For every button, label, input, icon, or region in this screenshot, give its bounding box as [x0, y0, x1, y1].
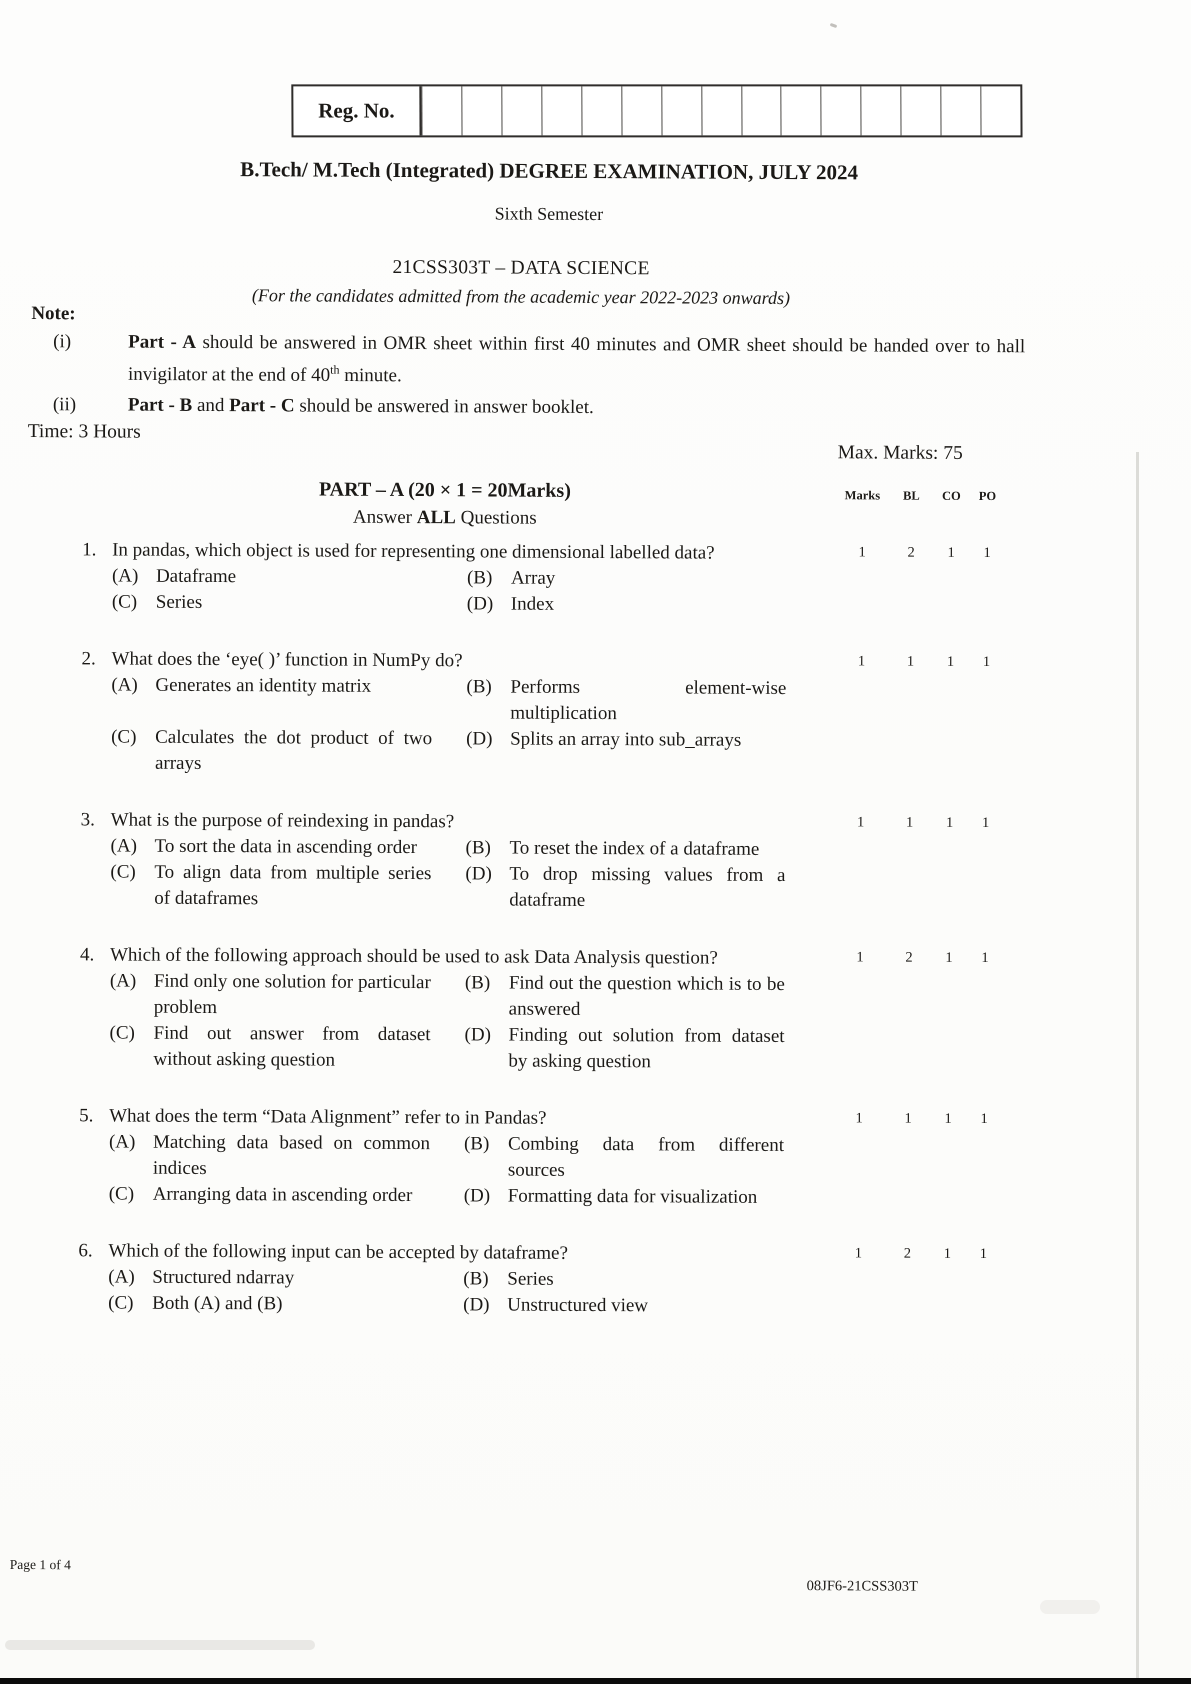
option-b: (B) Find out the question which is to be answered [464, 972, 785, 1020]
question-number: 3. [80, 809, 96, 831]
options [108, 1264, 808, 1320]
reg-no-cell [701, 86, 741, 135]
question-marks-row [831, 1107, 1001, 1128]
option-b: (B) Performs element-wise multiplication [466, 676, 787, 725]
semester: Sixth Semester [494, 203, 604, 225]
paper-code: 08JF6-21CSS303T [806, 1578, 918, 1595]
reg-no-cell [781, 86, 821, 135]
questions-list [78, 537, 1022, 1352]
options [111, 672, 812, 780]
reg-no-cell [421, 86, 461, 135]
question-3 [80, 807, 1021, 916]
question-marks-row [832, 946, 1002, 967]
column-po: PO [978, 489, 997, 504]
options [109, 968, 810, 1076]
question-text: What does the term “Data Alignment” refer to in Pandas? [109, 1105, 547, 1129]
options [109, 1129, 809, 1211]
question-marks-row [834, 541, 1004, 562]
co-value: 1 [945, 949, 953, 966]
marks-value: 1 [857, 653, 866, 670]
reg-no-table [291, 84, 1022, 137]
admission-note: (For the candidates admitted from the academic year 2022-2023 onwards) [251, 285, 791, 309]
option-c: (C) Series [111, 591, 203, 613]
reg-no-cell [901, 86, 941, 135]
question-4 [79, 942, 1020, 1077]
option-b: (B) Array [466, 567, 556, 589]
page-number: Page 1 of 4 [9, 1556, 71, 1573]
question-marks-row [833, 811, 1003, 832]
question-number: 6. [78, 1240, 93, 1262]
co-value: 1 [943, 1245, 952, 1262]
time-allowed: Time: 3 Hours [27, 421, 141, 443]
reg-no-cell [741, 86, 781, 135]
option-a: (A) Dataframe [111, 565, 237, 588]
question-2 [81, 646, 1022, 781]
note-label: Note: [31, 303, 76, 325]
option-a: (A) Structured ndarray [108, 1266, 295, 1289]
bl-value: 2 [905, 949, 913, 966]
reg-no-cell [821, 86, 861, 135]
po-value: 1 [983, 545, 991, 562]
part-a-heading: PART – A (20 × 1 = 20Marks) [318, 478, 571, 502]
note-number: (ii) [52, 394, 77, 416]
question-number: 2. [81, 648, 96, 670]
question-number: 5. [79, 1105, 94, 1127]
reg-no-cell [621, 86, 661, 135]
question-number: 1. [82, 539, 97, 561]
reg-no-label: Reg. No. [293, 86, 421, 135]
bl-value: 1 [906, 653, 915, 670]
bl-value: 1 [904, 1110, 912, 1127]
option-d: (D) Splits an array into sub_arrays [466, 728, 742, 751]
reg-no-cell [541, 86, 581, 135]
bl-value: 2 [903, 1245, 912, 1262]
reg-no-cell [461, 86, 501, 135]
co-value: 1 [944, 1110, 952, 1127]
scan-edge-line [1136, 452, 1139, 1678]
option-b: (B) Series [463, 1268, 554, 1290]
option-b: (B) To reset the index of a dataframe [465, 837, 760, 860]
column-marks: Marks [844, 488, 881, 503]
question-text: What is the purpose of reindexing in pandas? [110, 809, 455, 833]
question-5 [79, 1103, 1020, 1212]
marks-value: 1 [856, 949, 864, 966]
scan-smudge [1040, 1600, 1100, 1614]
reg-no-cell [661, 86, 701, 135]
co-value: 1 [947, 544, 955, 561]
exam-title: B.Tech/ M.Tech (Integrated) DEGREE EXAMINATION, JULY 2024 [240, 157, 859, 185]
option-b: (B) Combing data from different sources [463, 1133, 785, 1181]
po-value: 1 [982, 815, 990, 832]
question-text: Which of the following approach should be used to ask Data Analysis question? [109, 944, 718, 969]
note-text: Part - A should be answered in OMR sheet within first 40 minutes and OMR sheet should be handed over to hall invigilator at the end of 40th minute. [127, 331, 1026, 387]
option-a: (A) Generates an identity matrix [111, 674, 372, 697]
option-c: (C) Find out answer from dataset without asking question [109, 1022, 431, 1071]
co-value: 1 [946, 814, 954, 831]
option-a: (A) Find only one solution for particular problem [109, 970, 431, 1019]
question-text: What does the ‘eye( )’ function in NumPy do? [111, 648, 463, 672]
question-marks-row [830, 1242, 1000, 1263]
po-value: 1 [982, 654, 991, 671]
option-c: (C) Calculates the dot product of two arrays [111, 726, 433, 774]
max-marks: Max. Marks: 75 [837, 442, 963, 464]
reg-no-cell [941, 86, 981, 135]
question-6 [78, 1238, 1018, 1321]
column-co: CO [941, 488, 961, 503]
note-item [53, 328, 1025, 392]
option-d: (D) To drop missing values from a dataframe [465, 863, 786, 911]
po-value: 1 [981, 950, 989, 967]
option-c: (C) To align data from multiple series of dataframes [110, 861, 432, 910]
scan-smudge [5, 1640, 315, 1650]
marks-value: 1 [858, 544, 866, 561]
option-d: (D) Formatting data for visualization [463, 1185, 758, 1208]
question-text: In pandas, which object is used for representing one dimensional labelled data? [112, 539, 715, 564]
option-c: (C) Arranging data in ascending order [108, 1183, 413, 1207]
options [112, 563, 812, 619]
marks-value: 1 [857, 814, 865, 831]
column-bl: BL [903, 488, 920, 503]
marks-value: 1 [854, 1245, 863, 1262]
option-d: (D) Index [466, 593, 555, 615]
note-number: (i) [53, 331, 72, 353]
question-text: Which of the following input can be accepted by dataframe? [108, 1240, 568, 1264]
reg-no-cell [501, 86, 541, 135]
reg-no-cell [581, 86, 621, 135]
question-number: 4. [79, 944, 95, 966]
option-d: (D) Finding out solution from dataset by asking question [464, 1024, 785, 1073]
scan-bottom-band [0, 1678, 1191, 1684]
answer-all-instruction: Answer ALL Questions [352, 506, 537, 529]
option-a: (A) Matching data based on common indices [108, 1131, 431, 1179]
reg-no-cell [861, 86, 901, 135]
bl-value: 2 [907, 544, 915, 561]
reg-no-cell [980, 86, 1020, 135]
option-d: (D) Unstructured view [463, 1294, 649, 1317]
options [110, 833, 810, 915]
marks-column-header [834, 488, 1004, 504]
po-value: 1 [980, 1111, 988, 1128]
option-c: (C) Both (A) and (B) [108, 1292, 283, 1315]
question-1 [82, 537, 1022, 620]
co-value: 1 [946, 653, 955, 670]
marks-value: 1 [855, 1110, 863, 1127]
po-value: 1 [979, 1246, 988, 1263]
note-text: Part - B and Part - C should be answered in answer booklet. [127, 394, 594, 419]
option-a: (A) To sort the data in ascending order [110, 835, 418, 859]
note-item [53, 391, 1025, 423]
notes-list [53, 328, 1025, 427]
question-marks-row [833, 650, 1003, 671]
bl-value: 1 [906, 814, 914, 831]
course-title: 21CSS303T – DATA SCIENCE [392, 256, 650, 280]
